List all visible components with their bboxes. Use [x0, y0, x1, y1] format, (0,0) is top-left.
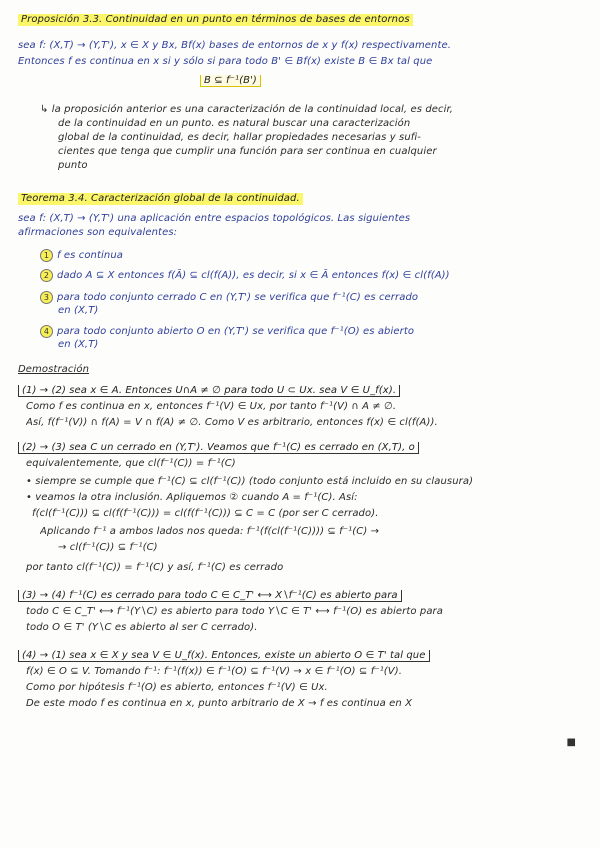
demo-line-9: Aplicando f⁻¹ a ambos lados nos queda: f⁻¹(f(cl(f⁻¹(C)))) ⊆ f⁻¹(C) →	[40, 526, 380, 537]
theorem-item-1	[40, 249, 590, 262]
proposition-line-1: sea f: (X,T) → (Y,T'), x ∈ X y Bx, Bf(x) bases de entornos de x y f(x) respectivamente.	[18, 40, 452, 51]
theorem-title-line	[18, 193, 590, 205]
proposition-boxed-line	[200, 75, 590, 87]
theorem-item-3	[40, 291, 590, 304]
proposition-title-line	[18, 14, 590, 26]
proposition-title: Proposición 3.3. Continuidad en un punto en términos de bases de entornos	[18, 14, 413, 26]
proposition-line-2: Entonces f es continua en x si y sólo si para todo B' ∈ Bf(x) existe B ∈ Bx tal que	[18, 56, 433, 67]
demo-line-16: f(x) ∈ O ⊆ V. Tomando f⁻¹: f⁻¹(f(x)) ∈ f⁻¹(O) ⊆ f⁻¹(V) → x ∈ f⁻¹(O) ⊆ f⁻¹(V).	[26, 666, 403, 677]
demo-line-13: todo C ∈ C_T' ⟷ f⁻¹(Y∖C) es abierto para todo Y∖C ∈ T' ⟷ f⁻¹(O) es abierto para	[26, 606, 443, 617]
item-number-2: 2	[40, 269, 53, 282]
step-3-4: (3) → (4) f⁻¹(C) es cerrado para todo C ∈ C_T' ⟷ X∖f⁻¹(C) es abierto para	[18, 590, 402, 602]
remark-line-4: cientes que tenga que cumplir una función para ser continua en cualquier	[58, 146, 437, 157]
remark-line-1: ↳ la proposición anterior es una caracterización de la continuidad local, es decir,	[40, 104, 454, 115]
demo-line-1	[18, 385, 590, 397]
item-number-3: 3	[40, 291, 53, 304]
item-text-4: para todo conjunto abierto O en (Y,T') se verifica que f⁻¹(O) es abierto	[57, 326, 415, 337]
demo-line-6: • siempre se cumple que f⁻¹(C) ⊆ cl(f⁻¹(C)) (todo conjunto está incluido en su clausura)	[26, 476, 474, 487]
demo-line-12	[18, 590, 590, 602]
item-number-1: 1	[40, 249, 53, 262]
demo-line-14: todo O ∈ T' (Y∖C es abierto al ser C cerrado).	[26, 622, 258, 633]
end-of-proof-mark: ■	[566, 737, 576, 748]
item-text-1: f es continua	[57, 250, 123, 261]
demo-line-4	[18, 442, 590, 454]
theorem-intro-1: sea f: (X,T) → (Y,T') una aplicación entre espacios topológicos. Las siguientes	[18, 213, 411, 224]
theorem-item-2	[40, 269, 590, 282]
theorem-intro-2: afirmaciones son equivalentes:	[18, 227, 178, 238]
demo-line-17: Como por hipótesis f⁻¹(O) es abierto, entonces f⁻¹(V) ∈ Ux.	[26, 682, 328, 693]
demo-line-2: Como f es continua en x, entonces f⁻¹(V) ∈ Ux, por tanto f⁻¹(V) ∩ A ≠ ∅.	[26, 401, 397, 412]
proposition-boxed-formula: B ⊆ f⁻¹(B')	[200, 75, 261, 87]
item-text-2: dado A ⊆ X entonces f(Ā) ⊆ cl(f(A)), es decir, si x ∈ Ā entonces f(x) ∈ cl(f(A))	[57, 270, 450, 281]
demo-line-3: Así, f(f⁻¹(V)) ∩ f(A) = V ∩ f(A) ≠ ∅. Como V es arbitrario, entonces f(x) ∈ cl(f(A)).	[26, 417, 438, 428]
demo-line-10: → cl(f⁻¹(C)) ⊆ f⁻¹(C)	[58, 542, 158, 553]
step-4-1: (4) → (1) sea x ∈ X y sea V ∈ U_f(x). Entonces, existe un abierto O ∈ T' tal que	[18, 650, 430, 662]
demo-line-8: f(cl(f⁻¹(C))) ⊆ cl(f(f⁻¹(C))) = cl(f(f⁻¹(C))) ⊆ C̄ = C (por ser C cerrado).	[32, 508, 379, 519]
remark-line-5: punto	[58, 160, 88, 171]
theorem-title: Teorema 3.4. Caracterización global de la continuidad.	[18, 193, 303, 205]
demo-line-7: • veamos la otra inclusión. Apliquemos ② cuando A = f⁻¹(C). Así:	[26, 492, 358, 503]
demo-line-18: De este modo f es continua en x, punto arbitrario de X → f es continua en X	[26, 698, 413, 709]
step-1-2: (1) → (2) sea x ∈ Ā. Entonces U∩A ≠ ∅ para todo U ⊂ Ux. sea V ∈ U_f(x).	[18, 385, 400, 397]
remark-line-2: de la continuidad en un punto. es natural buscar una caracterización	[58, 118, 411, 129]
demo-title: Demostración	[18, 364, 90, 375]
theorem-item-4-cont: en (X,T)	[58, 339, 99, 350]
theorem-item-4	[40, 325, 590, 338]
remark-line-3: global de la continuidad, es decir, hallar propiedades necesarias y sufi-	[58, 132, 421, 143]
theorem-item-3-cont: en (X,T)	[58, 305, 99, 316]
demo-line-11: por tanto cl(f⁻¹(C)) = f⁻¹(C) y así, f⁻¹(C) es cerrado	[26, 562, 284, 573]
item-text-3: para todo conjunto cerrado C en (Y,T') se verifica que f⁻¹(C) es cerrado	[57, 292, 419, 303]
step-2-3: (2) → (3) sea C un cerrado en (Y,T'). Veamos que f⁻¹(C) es cerrado en (X,T), o	[18, 442, 419, 454]
demo-line-5: equivalentemente, que cl(f⁻¹(C)) = f⁻¹(C)	[26, 458, 236, 469]
demo-line-15	[18, 650, 590, 662]
item-number-4: 4	[40, 325, 53, 338]
